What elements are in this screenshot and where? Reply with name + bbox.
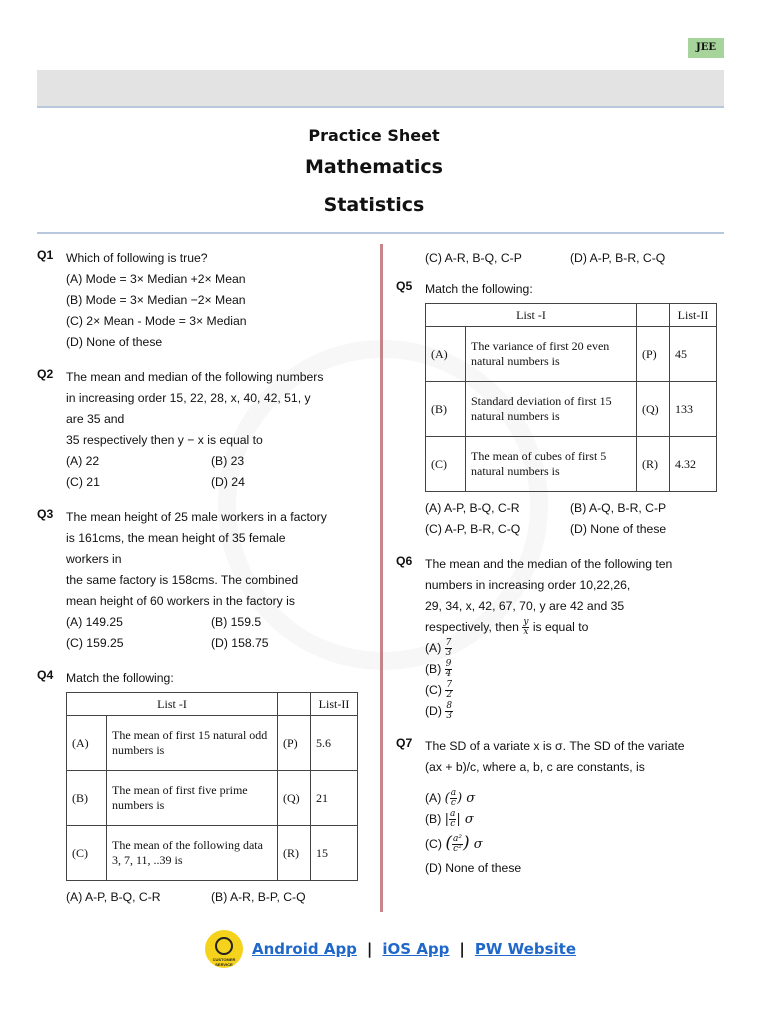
option-d: (D) 158.75: [211, 636, 269, 650]
row-text: The mean of cubes of first 5 natural numbers is: [466, 437, 637, 492]
question-number: Q4: [37, 668, 54, 682]
option-d: (D) None of these: [66, 335, 163, 349]
pw-website-link[interactable]: PW Website: [474, 940, 577, 958]
question-number: Q3: [37, 507, 54, 521]
row-label: (A): [67, 716, 107, 771]
question-number: Q1: [37, 248, 54, 262]
option-a: (A) $\frac{7}{3}$: [425, 638, 452, 659]
exam-badge: JEE: [688, 38, 724, 58]
option-c: (C) 159.25: [66, 636, 124, 650]
option-a: (A) ( $\frac{a}{c}$ ) σ: [425, 788, 476, 809]
row-text: Standard deviation of first 15 natural numbers is: [466, 382, 637, 437]
option-a: (A) A-P, B-Q, C-R: [66, 890, 161, 904]
row-text: The mean of first five prime numbers is: [107, 771, 278, 826]
row-value: 133: [670, 382, 717, 437]
row-value: 15: [311, 826, 358, 881]
question-line: 35 respectively then y − x is equal to: [66, 433, 263, 447]
row-value: 4.32: [670, 437, 717, 492]
question-5: [396, 279, 726, 540]
list-1-header: List -I: [67, 693, 278, 716]
question-4-continued: [396, 248, 726, 269]
row-label: (A): [426, 327, 466, 382]
list-1-header: List -I: [426, 304, 637, 327]
row-key: (R): [278, 826, 311, 881]
question-line: is 161cms, the mean height of 35 female: [66, 531, 286, 545]
option-c: (C) $\frac{7}{2}$: [425, 680, 453, 701]
question-line: are 35 and: [66, 412, 125, 426]
option-a: (A) A-P, B-Q, C-R: [425, 501, 520, 515]
question-line: 29, 34, x, 42, 67, 70, y are 42 and 35: [425, 599, 625, 613]
sheet-title: Practice Sheet: [308, 126, 440, 145]
question-number: Q2: [37, 367, 54, 381]
row-value: 21: [311, 771, 358, 826]
question-2: [37, 367, 367, 493]
question-line: in increasing order 15, 22, 28, x, 40, 42, 51, y: [66, 391, 311, 405]
question-line: the same factory is 158cms. The combined: [66, 573, 299, 587]
option-d: (D) None of these: [425, 861, 522, 875]
right-column: [396, 248, 726, 893]
option-b: (B) 23: [211, 454, 245, 468]
match-table: [425, 303, 717, 492]
list-2-header: List-II: [311, 693, 358, 716]
row-key: (P): [278, 716, 311, 771]
option-d: (D) None of these: [570, 522, 667, 536]
option-d: (D) 24: [211, 475, 245, 489]
question-line: The mean height of 25 male workers in a factory: [66, 510, 327, 524]
question-6: [396, 554, 726, 722]
question-line: mean height of 60 workers in the factory is: [66, 594, 295, 608]
subject-title: Mathematics: [304, 156, 443, 178]
separator: |: [366, 940, 373, 958]
question-1: [37, 248, 367, 353]
row-value: 45: [670, 327, 717, 382]
title-rule: [37, 232, 724, 234]
ios-app-link[interactable]: iOS App: [382, 940, 450, 958]
question-line: workers in: [66, 552, 122, 566]
row-label: (C): [426, 437, 466, 492]
left-column: [37, 248, 367, 922]
question-3: [37, 507, 367, 654]
row-label: (B): [426, 382, 466, 437]
option-c: (C) 2× Mean - Mode = 3× Median: [66, 314, 247, 328]
row-value: 5.6: [311, 716, 358, 771]
option-b: (B) Mode = 3× Median −2× Mean: [66, 293, 246, 307]
question-line: (ax + b)/c, where a, b, c are constants, is: [425, 760, 645, 774]
option-b: (B) | $\frac{a}{c}$ | σ: [425, 809, 474, 830]
question-number: Q6: [396, 554, 413, 568]
option-c: (C) 21: [66, 475, 100, 489]
option-b: (B) $\frac{9}{4}$: [425, 659, 452, 680]
row-key: (Q): [637, 382, 670, 437]
question-text: Which of following is true?: [66, 251, 208, 265]
option-a: (A) Mode = 3× Median +2× Mean: [66, 272, 246, 286]
option-d: (D) $\frac{8}{3}$: [425, 701, 453, 722]
android-app-link[interactable]: Android App: [252, 940, 357, 958]
fraction-y-over-x: $\frac{y}{x}$: [523, 617, 529, 638]
footer-links: [252, 940, 576, 958]
option-b: (B) 159.5: [211, 615, 262, 629]
option-b: (B) A-Q, B-R, C-P: [570, 501, 667, 515]
chapter-title: Statistics: [323, 194, 425, 216]
customer-service-logo: CUSTOMER SERVICE: [205, 930, 243, 968]
question-number: Q7: [396, 736, 413, 750]
row-key: (P): [637, 327, 670, 382]
question-line: The mean and the median of the following ten: [425, 557, 673, 571]
question-line: respectively, then $\frac{y}{x}$ is equal to: [425, 617, 589, 638]
match-table: [66, 692, 358, 881]
question-4: [37, 668, 367, 908]
header-bar: [37, 70, 724, 108]
row-text: The mean of the following data 3, 7, 11, ..39 is: [107, 826, 278, 881]
row-key: (Q): [278, 771, 311, 826]
headset-icon: [215, 937, 233, 955]
option-a: (A) 22: [66, 454, 100, 468]
question-text: Match the following:: [66, 671, 174, 685]
question-line: numbers in increasing order 10,22,26,: [425, 578, 631, 592]
list-2-header: List-II: [670, 304, 717, 327]
option-c: (C) A-P, B-R, C-Q: [425, 522, 521, 536]
separator: |: [459, 940, 465, 958]
question-text: Match the following:: [425, 282, 533, 296]
question-line: The SD of a variate x is σ. The SD of the variate: [425, 739, 685, 753]
option-d: (D) A-P, B-R, C-Q: [570, 251, 666, 265]
option-c: (C) A-R, B-Q, C-P: [425, 251, 522, 265]
column-divider: [380, 244, 383, 912]
option-c: (C) ( $\frac{\text{a²}}{\text{c²}}$ ) σ: [425, 833, 483, 855]
row-text: The mean of first 15 natural odd numbers is: [107, 716, 278, 771]
row-key: (R): [637, 437, 670, 492]
row-label: (C): [67, 826, 107, 881]
question-number: Q5: [396, 279, 413, 293]
option-b: (B) A-R, B-P, C-Q: [211, 890, 306, 904]
question-line: The mean and median of the following numbers: [66, 370, 324, 384]
question-7: [396, 736, 726, 879]
row-label: (B): [67, 771, 107, 826]
row-text: The variance of first 20 even natural numbers is: [466, 327, 637, 382]
option-a: (A) 149.25: [66, 615, 123, 629]
